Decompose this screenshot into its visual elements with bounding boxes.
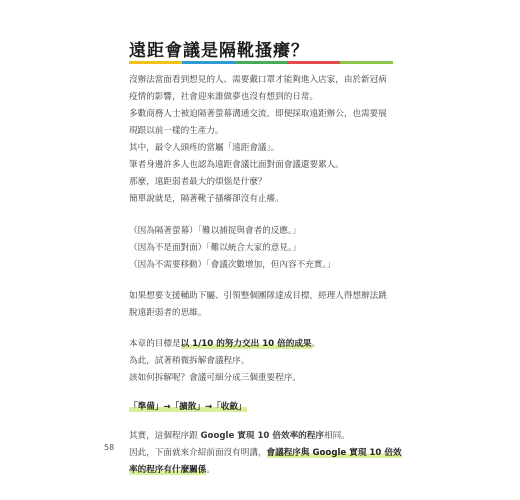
closing-line2-highlight: 會議程序與 Google 實現 10 倍效 [266, 448, 402, 458]
closing-line-2 [129, 448, 402, 459]
body-line: 為此，試著稍微拆解會議程序。 [129, 356, 250, 366]
color-segment-blue [182, 61, 235, 64]
closing-line-1 [129, 431, 350, 442]
body-line: 疫情的影響，社會迎來誰做夢也沒有想到的日常。 [129, 92, 319, 102]
closing-line3-suffix: 。 [206, 465, 215, 475]
closing-line3-highlight: 率的程序有什麼關係 [129, 465, 207, 475]
body-line: 脫遠距弱者的思維。 [129, 308, 207, 318]
body-line: 該如何拆解呢？會議可細分成三個重要程序。 [129, 373, 301, 383]
page-title: 遠距會議是隔靴搔癢？ [129, 41, 309, 61]
body-line: 現跟以前一樣的生產力。 [129, 126, 224, 136]
body-line: 沒辦法當面看到想見的人、需要戴口罩才能夠進入店家，由於新冠病 [129, 75, 387, 85]
goal-line [129, 339, 320, 350]
body-line: 其中，最令人頭疼的當屬「遠距會議」。 [129, 143, 280, 153]
color-segment-red [287, 61, 340, 64]
body-line: （因為隔著螢幕）「難以捕捉與會者的反應。」 [129, 226, 301, 236]
body-line: 多數商務人士被迫隔著螢幕溝通交流，即便採取遠距辦公，也需要展 [129, 109, 387, 119]
process-flow [129, 402, 247, 413]
color-segment-yellow [129, 61, 182, 64]
process-flow-text: 「準備」→「擴散」→「收斂」 [129, 402, 247, 412]
color-segment-lime [340, 61, 393, 64]
title-color-bar [129, 61, 393, 64]
closing-line-3 [129, 465, 215, 476]
closing-line2-prefix: 因此，下面就來介紹前面沒有明講， [129, 448, 267, 458]
goal-prefix: 本章的目標是 [129, 339, 181, 349]
page-number: 58 [104, 443, 115, 452]
goal-suffix: 。 [311, 339, 321, 349]
body-line: （因為不需要移動）「會議次數增加，但內容不充實。」 [129, 260, 336, 270]
closing-prefix: 其實，這個程序跟 [129, 431, 201, 441]
body-line: 那麼，遠距弱者最大的煩惱是什麼？ [129, 177, 267, 187]
goal-highlight: 以 1/10 的努力交出 10 倍的成果 [180, 339, 312, 349]
body-line: 簡單說就是，隔著靴子搔癢卻沒有止癢。 [129, 194, 284, 204]
closing-suffix: 相同。 [323, 431, 350, 441]
closing-bold: Google 實現 10 倍效率的程序 [200, 431, 324, 441]
color-segment-green [235, 61, 288, 64]
body-line: 如果想要支援輔助下屬、引領整個團隊達成目標，經理人得想辦法跳 [129, 291, 387, 301]
body-line: 筆者身邊許多人也認為遠距會議比面對面會議還要累人。 [129, 160, 344, 170]
body-line: （因為不是面對面）「難以統合大家的意見。」 [129, 243, 301, 253]
